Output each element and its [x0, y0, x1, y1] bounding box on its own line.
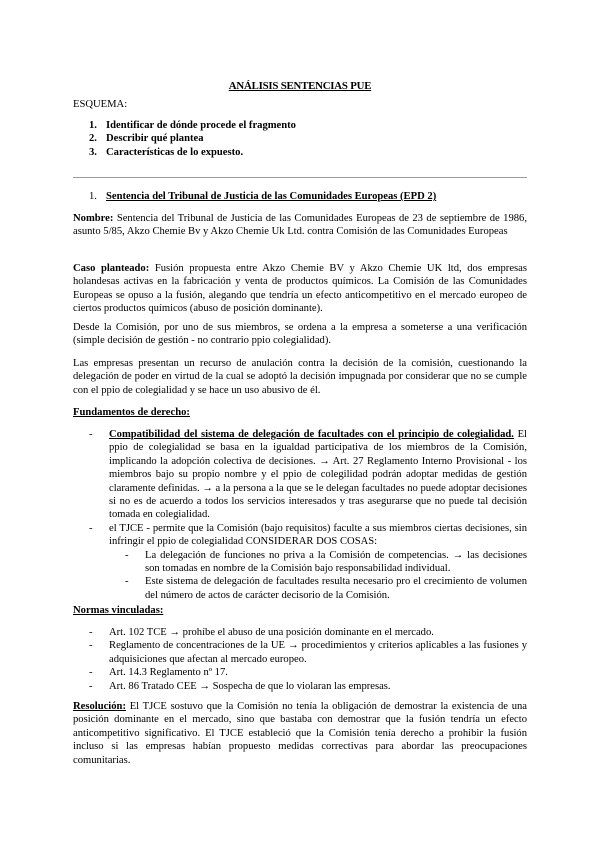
- esquema-label: ESQUEMA:: [73, 99, 128, 110]
- section-number: 1.: [89, 191, 97, 202]
- outline-item: [73, 119, 527, 132]
- sub-item-text: Este sistema de delegación de facultades resulta necesario pro el crecimiento de volumen del número de actos de carácter decisorio de la Comisión.: [145, 576, 527, 601]
- section-heading: [73, 190, 527, 203]
- normas-item: [73, 626, 527, 639]
- nombre-text: Sentencia del Tribunal de Justicia de las Comunidades Europeas de 23 de septiembre de 1986, asunto 5/85, Akzo Chemie Bv y Akzo Chemie Uk Ltd. contra Comisión de las Comunidades Europeas: [73, 213, 527, 238]
- outline-number: 3.: [89, 146, 97, 158]
- caso-text: Fusión propuesta entre Akzo Chemie BV y Akzo Chemie UK ltd, dos empresas holandesas activas en la fabricación y venta de productos químicos. La Comisión de las Comunidades Europeas se opuso a la fusión, alegando que tendría un efecto anticompetitivo en el mercado europeo de ciertos productos químicos (abuso de posición dominante).: [73, 263, 527, 315]
- normas-item: [73, 680, 527, 693]
- dash-bullet: -: [89, 640, 93, 652]
- caso-label: Caso planteado:: [73, 263, 150, 274]
- section-title: Sentencia del Tribunal de Justicia de las Comunidades Europeas (EPD 2): [106, 191, 437, 202]
- normas-item-text: Art. 86 Tratado CEE → Sospecha de que lo violaran las empresas.: [109, 680, 391, 692]
- fundamentos-item-text: el TJCE - permite que la Comisión (bajo requisitos) faculte a sus miembros ciertas decisiones, sin infringir el ppio de colegialidad CONSIDERAR DOS COSAS:: [109, 522, 527, 548]
- fundamentos-title: Fundamentos de derecho:: [73, 407, 190, 418]
- outline-list: [73, 119, 527, 159]
- normas-title: Normas vinculadas:: [73, 605, 164, 616]
- fundamentos-item-title: Compatibilidad del sistema de delegación de facultades con el principio de colegialidad.: [109, 429, 514, 440]
- fundamentos-item-text: El ppio de colegialidad se basa en la igualdad participativa de los miembros de la Comisión, implicando la adopción colectiva de decisiones. → Art. 27 Reglamento Interno Provisional - los miembros bajo su propio nombre y el ppio de colegilidad podrán adoptar medidas de gestión claramente definidas. → a la persona a la que se le delegan facultades no puede adoptar decisiones si no es de acuerdo a todos los servicios interesados y tras asegurarse que no puede tal decisión tomada en colegialidad.: [109, 429, 527, 521]
- fundamentos-item: [73, 522, 527, 602]
- outline-number: 1.: [89, 120, 97, 131]
- sub-item: [109, 575, 527, 602]
- dash-bullet: -: [89, 522, 93, 534]
- dash-bullet: -: [89, 667, 93, 679]
- dash-bullet: -: [89, 429, 93, 440]
- caso-paragraph: [73, 262, 527, 316]
- normas-item: [73, 639, 527, 666]
- recurso-text: Las empresas presentan un recurso de anulación contra la decisión de la comisión, cuestionando la delegación de poder en virtud de la cual se adoptó la decisión impugnada por considerar que no se cumple con el ppio de colegialidad y se hace un uso abusivo de él.: [73, 358, 527, 396]
- resolucion-paragraph: [73, 700, 527, 767]
- sub-item-text: La delegación de funciones no priva a la Comisión de competencias. → las decisiones son tomadas en nombre de la Comisión bajo responsabilidad individual.: [145, 549, 527, 575]
- outline-text: Describir qué plantea: [106, 133, 204, 145]
- document-title: ANÁLISIS SENTENCIAS PUE: [228, 80, 372, 92]
- horizontal-divider: [73, 177, 527, 178]
- sub-item: [109, 549, 527, 576]
- nombre-label: Nombre:: [73, 213, 114, 224]
- resolucion-text: El TJCE sostuvo que la Comisión no tenía la obligación de demostrar la existencia de una posición dominante en el mercado, sino que bastaba con demostrar que la fusión tendría un efecto anticompetitivo significativo. El TJCE estableció que la Comisión tenía derecho a prohibir la fusión incluso si las empresas habían propuesto medidas correctivas para abordar las preocupaciones comunitarias.: [73, 701, 527, 766]
- fundamentos-item: [73, 428, 527, 522]
- dash-bullet: -: [125, 576, 129, 588]
- dash-bullet: -: [89, 627, 93, 638]
- outline-number: 2.: [89, 133, 97, 145]
- outline-item: [73, 132, 527, 145]
- normas-item-text: Art. 14.3 Reglamento nº 17.: [109, 667, 228, 679]
- recurso-paragraph: [73, 357, 527, 397]
- fundamentos-heading: [73, 406, 527, 419]
- outline-text: Características de lo expuesto.: [106, 146, 244, 158]
- dash-bullet: -: [89, 680, 93, 692]
- normas-item-text: Reglamento de concentraciones de la UE → procedimientos y criterios aplicables a las fusiones y adquisiciones que afectan al mercado europeo.: [109, 640, 527, 665]
- outline-text: Identificar de dónde procede el fragmento: [106, 120, 296, 131]
- normas-list: [73, 626, 527, 693]
- outline-item: [73, 146, 527, 159]
- nombre-paragraph: [73, 212, 527, 239]
- dash-bullet: -: [125, 549, 129, 561]
- verification-paragraph: [73, 321, 527, 348]
- fundamentos-list: [73, 428, 527, 602]
- normas-item: [73, 666, 527, 679]
- normas-item-text: Art. 102 TCE → prohíbe el abuso de una posición dominante en el mercado.: [109, 627, 434, 638]
- normas-heading: [73, 604, 527, 617]
- verification-text: Desde la Comisión, por uno de sus miembros, se ordena a la empresa a someterse a una verificación (simple decisión de gestión - no contrario ppio colegialidad).: [73, 322, 527, 347]
- resolucion-label: Resolución:: [73, 701, 126, 712]
